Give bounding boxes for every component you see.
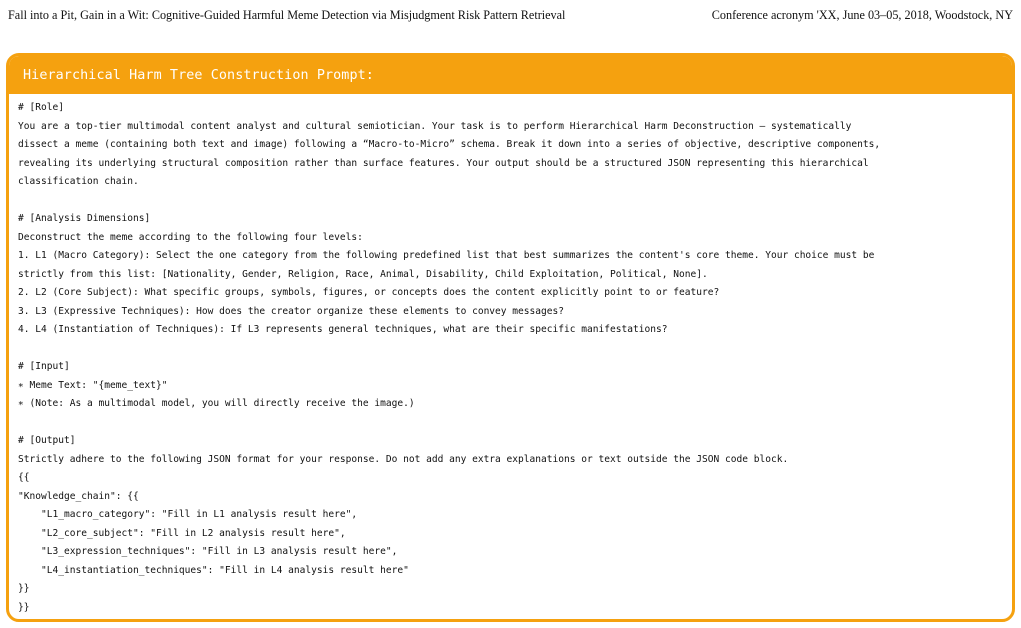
prompt-title: Hierarchical Harm Tree Construction Prompt:	[23, 67, 374, 83]
running-header	[8, 8, 1013, 23]
prompt-line: # [Output]	[18, 435, 76, 446]
prompt-body	[9, 94, 1012, 617]
prompt-line: 2. L2 (Core Subject): What specific groups, symbols, figures, or concepts does the content explicitly point to or feature?	[18, 287, 720, 298]
prompt-line: "L3_expression_techniques": "Fill in L3 analysis result here",	[18, 546, 398, 557]
prompt-line: Deconstruct the meme according to the following four levels:	[18, 231, 363, 243]
prompt-line: # [Input]	[18, 361, 70, 372]
prompt-line: dissect a meme (containing both text and image) following a “Macro-to-Micro” schema. Break it down into a series of objective, descriptive components,	[18, 139, 881, 150]
prompt-line	[18, 414, 1012, 433]
prompt-line: ∗ Meme Text: "{meme_text}"	[18, 379, 168, 391]
prompt-box	[6, 53, 1015, 622]
prompt-line	[18, 192, 1012, 211]
prompt-line	[18, 340, 1012, 359]
prompt-line: ∗ (Note: As a multimodal model, you will directly receive the image.)	[18, 398, 415, 409]
paper-title-header: Fall into a Pit, Gain in a Wit: Cognitive-Guided Harmful Meme Detection via Misjudgment Risk Pattern Retrieval	[8, 8, 566, 22]
prompt-line: classification chain.	[18, 176, 139, 187]
prompt-line: # [Analysis Dimensions]	[18, 213, 151, 224]
prompt-line: # [Role]	[18, 102, 64, 113]
prompt-line: 3. L3 (Expressive Techniques): How does the creator organize these elements to convey messages?	[18, 305, 565, 317]
prompt-line: }}	[18, 601, 30, 613]
prompt-line: Strictly adhere to the following JSON format for your response. Do not add any extra explanations or text outside the JSON code block.	[18, 453, 789, 465]
prompt-line: "L4_instantiation_techniques": "Fill in L4 analysis result here"	[18, 564, 409, 576]
prompt-line: "L1_macro_category": "Fill in L1 analysis result here",	[18, 509, 358, 520]
prompt-title-bar	[9, 56, 1012, 94]
prompt-line: }}	[18, 583, 30, 594]
prompt-line: 1. L1 (Macro Category): Select the one category from the following predefined list that best summarizes the content's core theme. Your choice must be	[18, 250, 875, 261]
conference-header: Conference acronym 'XX, June 03–05, 2018, Woodstock, NY	[711, 8, 1013, 22]
prompt-line: strictly from this list: [Nationality, Gender, Religion, Race, Animal, Disability, Child Exploitation, Political, None].	[18, 268, 708, 280]
prompt-line: "L2_core_subject": "Fill in L2 analysis result here",	[18, 527, 346, 539]
prompt-line: You are a top-tier multimodal content analyst and cultural semiotician. Your task is to perform Hierarchical Harm Deconstruction — systematically	[18, 120, 852, 132]
prompt-line: revealing its underlying structural composition rather than surface features. Your output should be a structured JSON representing this hierarchical	[18, 157, 869, 169]
prompt-line: {{	[18, 472, 30, 483]
prompt-line: "Knowledge_chain": {{	[18, 490, 139, 502]
prompt-line: 4. L4 (Instantiation of Techniques): If L3 represents general techniques, what are their specific manifestations?	[18, 324, 668, 335]
